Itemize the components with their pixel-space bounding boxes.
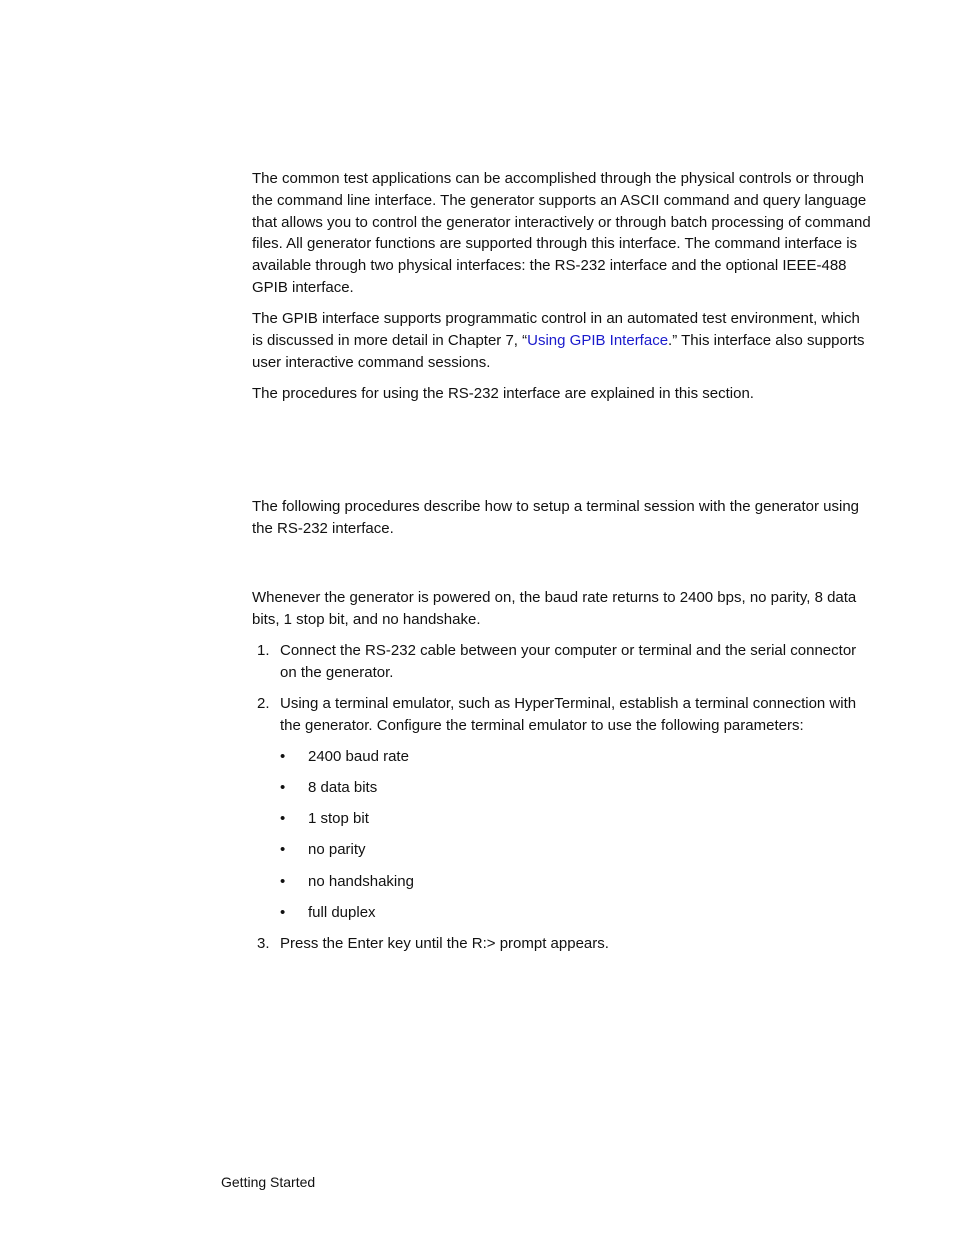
section-paragraph-1: The following procedures describe how to setup a terminal session with the generator using the RS-232 interface. bbox=[252, 498, 860, 537]
step-text-1: Connect the RS-232 cable between your computer or terminal and the serial connector on the generator. bbox=[280, 642, 857, 681]
bullet-item-data-bits: 8 data bits bbox=[308, 779, 378, 796]
bullet-marker: • bbox=[280, 810, 286, 827]
bullet-item-stop-bit: 1 stop bit bbox=[308, 810, 369, 827]
bullet-marker: • bbox=[280, 779, 286, 796]
step-number-2: 2. bbox=[257, 695, 270, 712]
bullet-item-parity: no parity bbox=[308, 841, 366, 858]
intro-paragraph-3: The procedures for using the RS-232 interface are explained in this section. bbox=[252, 385, 754, 402]
step-text-2: Using a terminal emulator, such as HyperTerminal, establish a terminal connection with the generator. Configure the terminal emulator to use the following parameters: bbox=[280, 695, 857, 734]
step-number-1: 1. bbox=[257, 642, 270, 659]
bullet-item-handshaking: no handshaking bbox=[308, 873, 414, 890]
page-footer-label: Getting Started bbox=[221, 1174, 316, 1190]
bullet-marker: • bbox=[280, 748, 286, 765]
intro-paragraph-1: The common test applications can be accomplished through the physical controls or through the command line interface. The generator supports an ASCII command and query language that allows you to control the generator interactively or through batch processing of command files. All generator functions are supported through this interface. The command interface is available through two physical interfaces: the RS-232 interface and the optional IEEE-488 GPIB interface. bbox=[252, 170, 871, 296]
bullet-marker: • bbox=[280, 873, 286, 890]
step-text-3: Press the Enter key until the R:> prompt appears. bbox=[280, 935, 609, 952]
intro-paragraph-2 bbox=[252, 308, 872, 373]
step-number-3: 3. bbox=[257, 935, 270, 952]
bullet-marker: • bbox=[280, 841, 286, 858]
intro-paragraph-2-end: .” This interface also supports user interactive command sessions. bbox=[252, 331, 865, 371]
bullet-item-baud-rate: 2400 baud rate bbox=[308, 748, 409, 765]
gpib-interface-link[interactable]: Using GPIB Interface bbox=[527, 331, 669, 349]
bullet-marker: • bbox=[280, 904, 286, 921]
bullet-item-duplex: full duplex bbox=[308, 904, 376, 921]
section-paragraph-2: Whenever the generator is powered on, the baud rate returns to 2400 bps, no parity, 8 data bits, 1 stop bit, and no handshake. bbox=[252, 589, 857, 628]
intro-paragraph-2-start: The GPIB interface supports programmatic control in an automated test environment, which is discussed in more detail in Chapter 7, “ bbox=[252, 310, 860, 349]
